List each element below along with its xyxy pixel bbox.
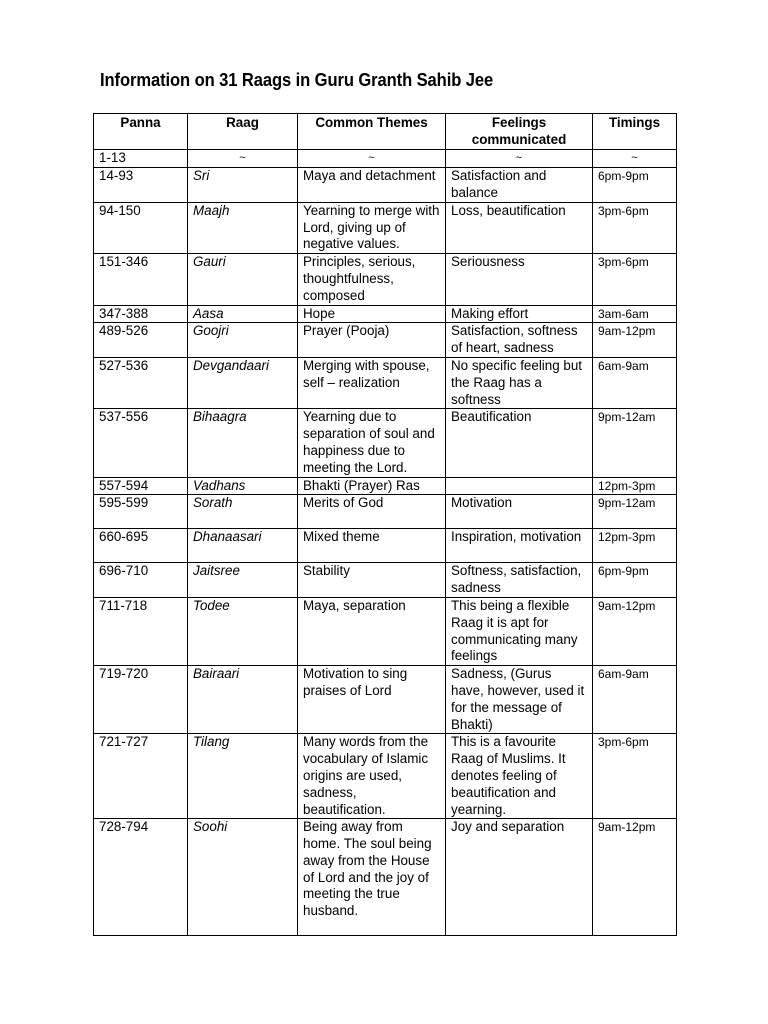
cell-raag: Bairaari xyxy=(188,666,298,734)
table-row xyxy=(94,563,677,598)
cell-timings: 3pm-6pm xyxy=(593,734,677,819)
raag-table xyxy=(93,113,677,936)
cell-timings: 9am-12pm xyxy=(593,597,677,665)
cell-themes: Prayer (Pooja) xyxy=(298,323,446,358)
cell-panna: 595-599 xyxy=(94,495,188,529)
cell-feelings: Satisfaction and balance xyxy=(446,167,593,202)
document-title: Information on 31 Raags in Guru Granth Sahib Jee xyxy=(100,70,494,90)
cell-panna: 719-720 xyxy=(94,666,188,734)
cell-feelings: ~ xyxy=(446,150,593,168)
cell-panna: 94-150 xyxy=(94,202,188,253)
cell-feelings: Seriousness xyxy=(446,254,593,305)
cell-timings: 6am-9am xyxy=(593,666,677,734)
cell-raag: Maajh xyxy=(188,202,298,253)
table-row xyxy=(94,150,677,168)
cell-timings: 12pm-3pm xyxy=(593,529,677,563)
cell-timings: 12pm-3pm xyxy=(593,477,677,495)
cell-feelings: This being a flexible Raag it is apt for communicating many feelings xyxy=(446,597,593,665)
cell-timings: 6pm-9pm xyxy=(593,167,677,202)
cell-feelings: Beautification xyxy=(446,409,593,477)
table-row xyxy=(94,409,677,477)
cell-timings: ~ xyxy=(593,150,677,168)
cell-panna: 557-594 xyxy=(94,477,188,495)
cell-raag: Sorath xyxy=(188,495,298,529)
cell-timings: 3pm-6pm xyxy=(593,202,677,253)
cell-panna: 696-710 xyxy=(94,563,188,598)
header-raag: Raag xyxy=(188,114,298,150)
cell-feelings: This is a favourite Raag of Muslims. It denotes feeling of beautification and yearning. xyxy=(446,734,593,819)
cell-panna: 721-727 xyxy=(94,734,188,819)
cell-raag: Devgandaari xyxy=(188,357,298,408)
table-row xyxy=(94,477,677,495)
cell-themes: Merging with spouse, self – realization xyxy=(298,357,446,408)
cell-raag: Jaitsree xyxy=(188,563,298,598)
cell-themes: ~ xyxy=(298,150,446,168)
cell-feelings xyxy=(446,477,593,495)
cell-themes: Stability xyxy=(298,563,446,598)
cell-panna: 537-556 xyxy=(94,409,188,477)
cell-themes: Many words from the vocabulary of Islamic origins are used, sadness, beautification. xyxy=(298,734,446,819)
cell-raag: Sri xyxy=(188,167,298,202)
table-row xyxy=(94,666,677,734)
cell-panna: 711-718 xyxy=(94,597,188,665)
table-header-row xyxy=(94,114,677,150)
cell-raag: Dhanaasari xyxy=(188,529,298,563)
table-row xyxy=(94,254,677,305)
cell-raag: Bihaagra xyxy=(188,409,298,477)
cell-themes: Being away from home. The soul being away from the House of Lord and the joy of meeting the true husband. xyxy=(298,819,446,936)
cell-panna: 1-13 xyxy=(94,150,188,168)
table-row xyxy=(94,305,677,323)
cell-timings: 3am-6am xyxy=(593,305,677,323)
cell-timings: 6am-9am xyxy=(593,357,677,408)
cell-themes: Principles, serious, thoughtfulness, composed xyxy=(298,254,446,305)
cell-raag: Soohi xyxy=(188,819,298,936)
header-timings: Timings xyxy=(593,114,677,150)
table-row xyxy=(94,529,677,563)
cell-panna: 14-93 xyxy=(94,167,188,202)
cell-panna: 660-695 xyxy=(94,529,188,563)
cell-feelings: Motivation xyxy=(446,495,593,529)
cell-timings: 9am-12pm xyxy=(593,323,677,358)
cell-themes: Merits of God xyxy=(298,495,446,529)
table-row xyxy=(94,597,677,665)
table-row xyxy=(94,167,677,202)
cell-timings: 3pm-6pm xyxy=(593,254,677,305)
table-body xyxy=(94,150,677,936)
cell-themes: Mixed theme xyxy=(298,529,446,563)
cell-themes: Motivation to sing praises of Lord xyxy=(298,666,446,734)
cell-feelings: No specific feeling but the Raag has a softness xyxy=(446,357,593,408)
table-row xyxy=(94,819,677,936)
cell-panna: 151-346 xyxy=(94,254,188,305)
cell-raag: Aasa xyxy=(188,305,298,323)
header-common-themes: Common Themes xyxy=(298,114,446,150)
cell-themes: Bhakti (Prayer) Ras xyxy=(298,477,446,495)
cell-raag: Tilang xyxy=(188,734,298,819)
cell-themes: Yearning due to separation of soul and happiness due to meeting the Lord. xyxy=(298,409,446,477)
cell-raag: ~ xyxy=(188,150,298,168)
cell-raag: Goojri xyxy=(188,323,298,358)
table-row xyxy=(94,734,677,819)
cell-raag: Todee xyxy=(188,597,298,665)
table-row xyxy=(94,357,677,408)
cell-themes: Maya, separation xyxy=(298,597,446,665)
cell-panna: 728-794 xyxy=(94,819,188,936)
cell-themes: Hope xyxy=(298,305,446,323)
cell-panna: 347-388 xyxy=(94,305,188,323)
cell-raag: Gauri xyxy=(188,254,298,305)
cell-feelings: Satisfaction, softness of heart, sadness xyxy=(446,323,593,358)
cell-feelings: Loss, beautification xyxy=(446,202,593,253)
cell-themes: Yearning to merge with Lord, giving up of negative values. xyxy=(298,202,446,253)
cell-panna: 527-536 xyxy=(94,357,188,408)
cell-timings: 6pm-9pm xyxy=(593,563,677,598)
table-row xyxy=(94,323,677,358)
cell-feelings: Inspiration, motivation xyxy=(446,529,593,563)
table-row xyxy=(94,202,677,253)
cell-timings: 9pm-12am xyxy=(593,495,677,529)
cell-panna: 489-526 xyxy=(94,323,188,358)
cell-timings: 9am-12pm xyxy=(593,819,677,936)
cell-feelings: Softness, satisfaction, sadness xyxy=(446,563,593,598)
cell-feelings: Sadness, (Gurus have, however, used it for the message of Bhakti) xyxy=(446,666,593,734)
cell-timings: 9pm-12am xyxy=(593,409,677,477)
header-feelings-communicated: Feelings communicated xyxy=(446,114,593,150)
cell-raag: Vadhans xyxy=(188,477,298,495)
cell-themes: Maya and detachment xyxy=(298,167,446,202)
cell-feelings: Joy and separation xyxy=(446,819,593,936)
header-panna: Panna xyxy=(94,114,188,150)
cell-feelings: Making effort xyxy=(446,305,593,323)
table-row xyxy=(94,495,677,529)
